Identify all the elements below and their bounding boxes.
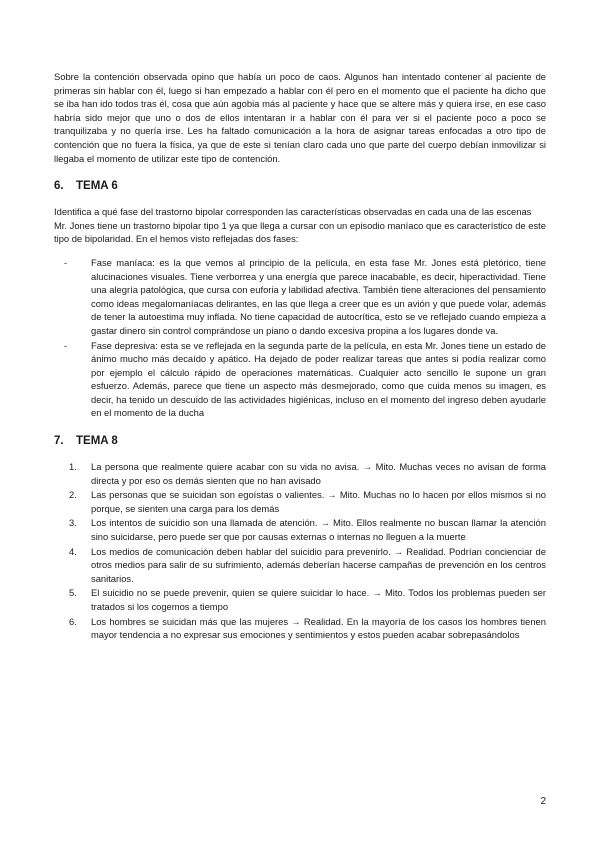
item-number: 1.: [69, 461, 77, 473]
section-number: 6.: [54, 180, 64, 193]
item-number: 5.: [69, 587, 77, 599]
myth-list: [54, 460, 546, 642]
list-item-text: Los medios de comunicación deben hablar del suicidio para prevenirlo. → Realidad. Podrían concienciar de otros medios para salir de su sufrimiento, además deberían hacerse campañas de prevención en los centros sanitarios.: [91, 545, 546, 584]
list-item: [54, 460, 546, 487]
item-number: 2.: [69, 489, 77, 501]
list-item-text: La persona que realmente quiere acabar con su vida no avisa. → Mito. Muchas veces no avisan de forma directa y por eso os demás sienten que no han avisado: [91, 461, 546, 486]
list-item: [54, 615, 546, 642]
list-item: [54, 545, 546, 586]
dash-bullet: -: [64, 339, 68, 351]
list-item: [54, 488, 546, 515]
item-number: 4.: [69, 545, 77, 557]
phase-list: [54, 256, 546, 420]
answer-text: Mr. Jones tiene un trastorno bipolar tipo 1 ya que llega a cursar con un episodio maníaco que es característico de este tipo de bipolaridad. En el hemos visto reflejadas dos fases:: [54, 219, 546, 245]
section-number: 7.: [54, 435, 64, 448]
intro-paragraph: Sobre la contención observada opino que había un poco de caos. Algunos han intentado contener al paciente de primeras sin hablar con él, luego si han empezado a hablar con él pero en el momento que el paciente ha dicho que se iba han ido todos tras él, cosa que aún agobia más al paciente y hace que se altere más y quiera irse, en ese caso habría sido mejor que uno o dos de ellos intentaran ir a hablar con él para ver si el paciente poco a poco se tranquilizaba y no quería irse. Les ha faltado comunicación a la hora de asignar tareas enfocadas a otro tipo de contención que no fuera la física, ya que de este si tenían claro cada uno que parte del cuerpo debían inmovilizar si llegaba el momento de utilizar este tipo de contención.: [54, 71, 546, 164]
list-item-text: Los intentos de suicidio son una llamada de atención. → Mito. Ellos realmente no buscan llamar la atención sino suicidarse, pero puede ser que por causas externas o internas no lleguen a la muerte: [91, 517, 546, 543]
list-item: [54, 586, 546, 613]
list-item: [54, 516, 546, 543]
list-item-text: El suicidio no se puede prevenir, quien se quiere suicidar lo hace. → Mito. Todos los problemas pueden ser tratados si los cogemos a tiempo: [91, 587, 546, 612]
item-number: 6.: [69, 615, 77, 627]
tema-6-intro: [54, 205, 546, 246]
section-title: TEMA 8: [76, 435, 118, 448]
list-item: [54, 256, 546, 338]
question-text: Identifica a qué fase del trastorno bipolar corresponden las características observadas en cada una de las escenas: [54, 206, 532, 218]
list-item: [54, 339, 546, 421]
section-heading-tema-6: [54, 179, 546, 193]
list-item-text: Las personas que se suicidan son egoístas o valientes. → Mito. Muchas no lo hacen por ellos mismos si no porque, se sienten una carga para los demás: [91, 489, 546, 514]
section-heading-tema-8: [54, 434, 546, 448]
item-number: 3.: [69, 517, 77, 529]
page-number: 2: [540, 796, 546, 807]
list-item-text: Los hombres se suicidan más que las mujeres → Realidad. En la mayoría de los casos los hombres tienen mayor tendencia a no expresar sus emociones y sentimientos y estos pueden acabar sobrepasándolos: [91, 615, 546, 641]
list-item-text: Fase maníaca: es la que vemos al principio de la película, en esta fase Mr. Jones está pletórico, tiene alucinaciones visuales. Tiene verborrea y una energía que parece inacabable, es decir, hiperactividad. Tiene una alegría patológica, que cursa con euforia y labilidad afectiva. También tiene alteraciones del pensamiento como ideas megalomaníacas delirantes, en las que llega a creer que es un avión y que puede volar, además de tener la autoestima muy inflada. No tiene capacidad de autocrítica, esto se ve reflejado cuando empieza a gastar dinero sin control comprándose un piano o dando excesiva propina a los lugares donde va.: [91, 256, 546, 336]
dash-bullet: -: [64, 256, 68, 268]
page-content: [54, 70, 546, 643]
list-item-text: Fase depresiva: esta se ve reflejada en la segunda parte de la película, en esta Mr. Jones tiene un estado de ánimo mucho más decaído y apático. Ha dejado de poder realizar tareas que antes si podía realizar como por ejemplo el cálculo rápido de operaciones matemáticas. Cualquier acto sencillo le supone un gran esfuerzo. Además, parece que tiene un aspecto más desmejorado, como que cuida menos su imagen, es decir, ha tenido un descuido de las actividades higiénicas, incluso en el momento del ingreso deben ayudarle en el momento de la ducha: [91, 339, 546, 419]
section-title: TEMA 6: [76, 180, 118, 193]
